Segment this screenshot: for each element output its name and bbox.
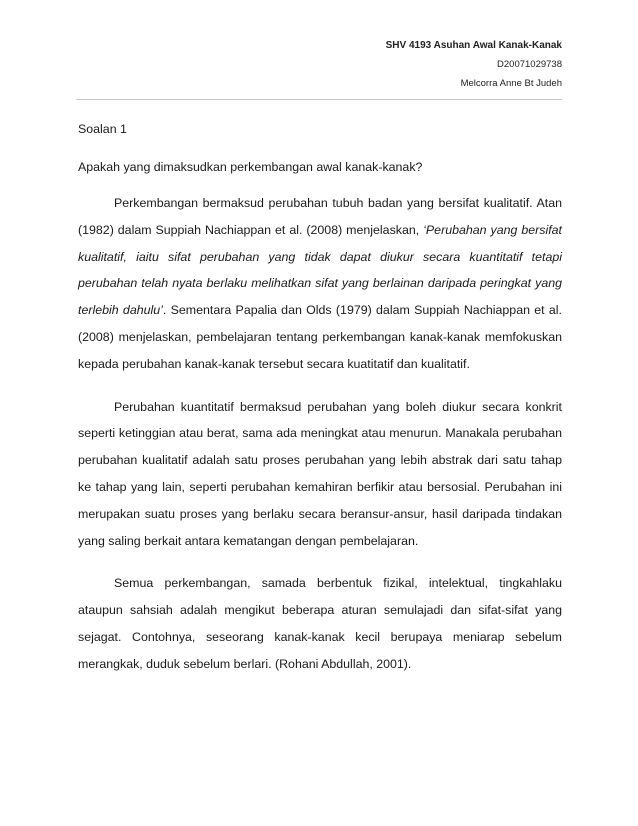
paragraph-1 [78,190,562,378]
paragraph-1-quote: ‘Perubahan yang bersifat kualitatif, iaitu sifat perubahan yang tidak dapat diukur secara kuantitatif tetapi perubahan telah nyata berlaku melihatkan sifat yang berlainan daripada peringkat yang terlebih dahulu’ [78,222,562,318]
paragraph-3: Semua perkembangan, samada berbentuk fizikal, intelektual, tingkahlaku ataupun sahsiah adalah mengikut beberapa aturan semulajadi dan sifat-sifat yang sejagat. Contohnya, seseorang kanak-kanak kecil berupaya meniarap sebelum merangkak, duduk sebelum berlari. (Rohani Abdullah, 2001). [78,576,562,671]
question-text: Apakah yang dimaksudkan perkembangan awal kanak-kanak? [78,160,423,174]
course-title: SHV 4193 Asuhan Awal Kanak-Kanak [385,40,562,51]
student-name: Melcorra Anne Bt Judeh [460,78,562,89]
paragraph-2: Perubahan kuantitatif bermaksud perubahan yang boleh diukur secara konkrit seperti ketinggian atau berat, sama ada meningkat atau menurun. Manakala perubahan perubahan kualitatif adalah satu proses perubahan yang lebih abstrak dari satu tahap ke tahap yang lain, seperti perubahan kemahiran berfikir atau bersosial. Perubahan ini merupakan suatu proses yang berlaku secara beransur-ansur, hasil daripada tindakan yang saling berkait antara kematangan dengan pembelajaran. [78,399,562,548]
page-header [386,36,562,93]
paragraph-1-rest: . Sementara Papalia dan Olds (1979) dalam Suppiah Nachiappan et al. (2008) menjelaskan, pembelajaran tentang perkembangan kanak-kanak memfokuskan kepada perubahan kanak-kanak tersebut secara kuatitatif dan kualitatif. [78,303,562,371]
section-title: Soalan 1 [78,122,127,136]
student-id: D20071029738 [497,59,562,70]
document-body [78,120,562,678]
header-divider [76,99,562,100]
paragraph-1-intro: Perkembangan bermaksud perubahan tubuh badan yang bersifat kualitatif. Atan (1982) dalam Suppiah Nachiappan et al. (2008) menjelaskan, [78,196,562,237]
